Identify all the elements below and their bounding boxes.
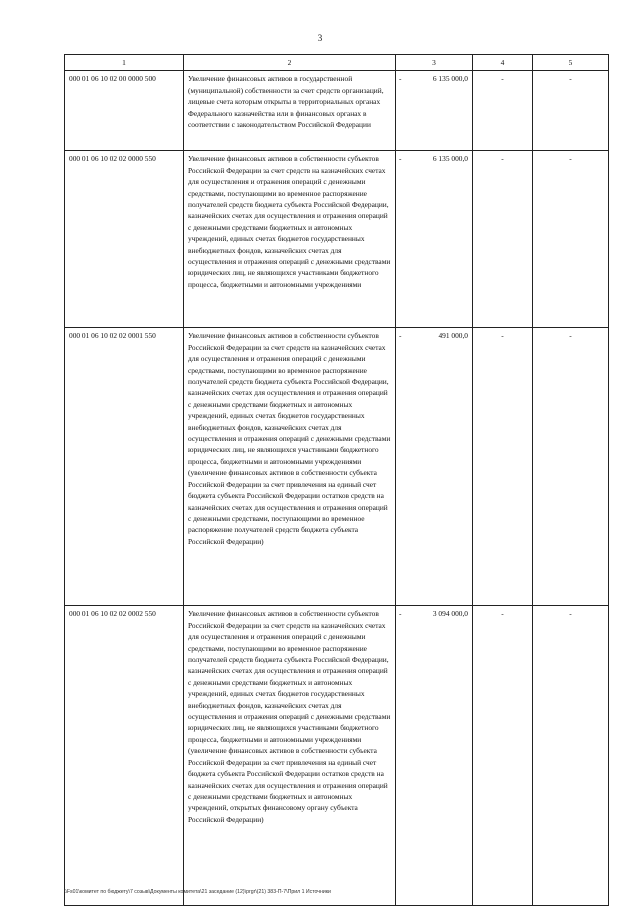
amount-value: 6 135 000,0: [432, 154, 468, 164]
amount-cell: [396, 606, 473, 906]
header-col-4: 4: [473, 55, 533, 71]
row-description: Увеличение финансовых активов в собственности субъектов Российской Федерации за счет средств на казначейских счетах для осуществления и отражения операций с денежными средствами, поступающими во временное распоряжение получателей средств бюджета субъекта Российской Федерации, казначейских счетах для осуществления и отражения операций с денежными средствами бюджетных и автономных учреждений, единых счетах бюджетов государственных внебюджетных фондов, казначейских счетах для осуществления и отражения операций с денежными средствами юридических лиц, не являющихся участниками бюджетного процесса, бюджетными и автономными учреждениями (увеличение финансовых активов в собственности субъекта Российской Федерации за счет привлечения на единый счет бюджета субъекта Российской Федерации остатков средств на казначейских счетах для осуществления и отражения операций с денежными средствами, поступающими во временное распоряжение получателей средств бюджета субъекта Российской Федерации): [184, 328, 396, 606]
file-path-footer: \\Fs01\комитет по бюджету\7 созыв\Документы комитета\21 заседание (12)\prgr\(21) 383-П-7\Прил 1 Источники: [64, 889, 331, 895]
budget-code: 000 01 06 10 02 02 0002 550: [65, 606, 184, 906]
header-col-5: 5: [533, 55, 609, 71]
col4-value: -: [473, 606, 533, 906]
table-header-row: [65, 55, 609, 71]
table-row: [65, 328, 609, 606]
col5-value: -: [533, 71, 609, 151]
col4-value: -: [473, 328, 533, 606]
row-description: Увеличение финансовых активов в собственности субъектов Российской Федерации за счет средств на казначейских счетах для осуществления и отражения операций с денежными средствами, поступающими во временное распоряжение получателей средств бюджета субъекта Российской Федерации, казначейских счетах для осуществления и отражения операций с денежными средствами бюджетных и автономных учреждений, единых счетах бюджетов государственных внебюджетных фондов, казначейских счетах для осуществления и отражения операций с денежными средствами юридических лиц, не являющихся участниками бюджетного процесса, бюджетными и автономными учреждениями (увеличение финансовых активов в собственности субъекта Российской Федерации за счет привлечения на единый счет бюджета субъекта Российской Федерации остатков средств на казначейских счетах для осуществления и отражения операций с денежными средствами бюджетных и автономных учреждений, открытых финансовому органу субъекта Российской Федерации): [184, 606, 396, 906]
sources-table: [64, 54, 609, 906]
amount-sign: -: [399, 154, 402, 164]
header-col-2: 2: [184, 55, 396, 71]
amount-value: 6 135 000,0: [432, 74, 468, 84]
amount-sign: -: [399, 331, 402, 341]
amount-cell: [396, 71, 473, 151]
table-row: [65, 606, 609, 906]
col5-value: -: [533, 151, 609, 328]
amount-sign: -: [399, 74, 402, 84]
budget-code: 000 01 06 10 02 00 0000 500: [65, 71, 184, 151]
row-description: Увеличение финансовых активов в государственной (муниципальной) собственности за счет средств организаций, лицевые счета которым открыты в территориальных органах Федерального казначейства или в финансовых органах в соответствии с законодательством Российской Федерации: [184, 71, 396, 151]
col5-value: -: [533, 606, 609, 906]
row-description: Увеличение финансовых активов в собственности субъектов Российской Федерации за счет средств на казначейских счетах для осуществления и отражения операций с денежными средствами, поступающими во временное распоряжение получателей средств бюджета субъекта Российской Федерации, казначейских счетах для осуществления и отражения операций с денежными средствами бюджетных и автономных учреждений, единых счетах бюджетов государственных внебюджетных фондов, казначейских счетах для осуществления и отражения операций с денежными средствами юридических лиц, не являющихся участниками бюджетного процесса, бюджетными и автономными учреждениями: [184, 151, 396, 328]
amount-sign: -: [399, 609, 402, 619]
col4-value: -: [473, 151, 533, 328]
col5-value: -: [533, 328, 609, 606]
budget-code: 000 01 06 10 02 02 0001 550: [65, 328, 184, 606]
amount-value: 491 000,0: [438, 331, 468, 341]
table-row: [65, 151, 609, 328]
amount-cell: [396, 328, 473, 606]
col4-value: -: [473, 71, 533, 151]
amount-value: 3 094 000,0: [432, 609, 468, 619]
budget-code: 000 01 06 10 02 02 0000 550: [65, 151, 184, 328]
amount-cell: [396, 151, 473, 328]
table-row: [65, 71, 609, 151]
header-col-3: 3: [396, 55, 473, 71]
header-col-1: 1: [65, 55, 184, 71]
page-number: 3: [317, 33, 323, 43]
